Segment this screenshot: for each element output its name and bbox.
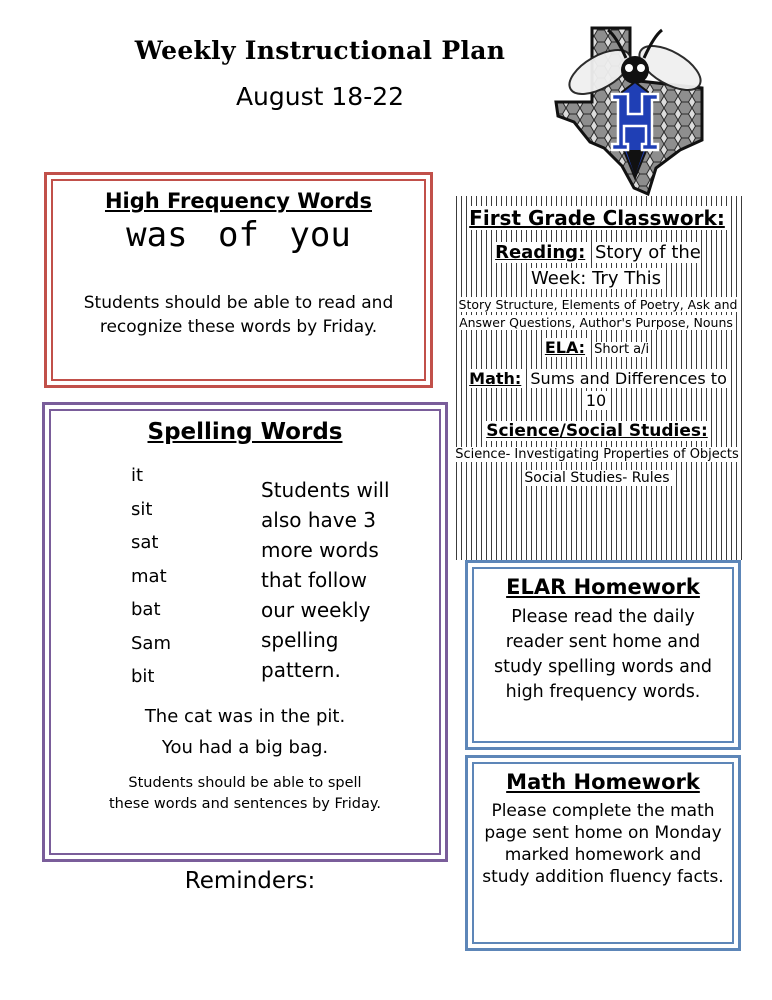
- spelling-word: sat: [131, 532, 159, 553]
- spelling-word: mat: [131, 565, 167, 587]
- reading-label: Reading:: [495, 242, 586, 263]
- extra-line: our weekly: [261, 598, 371, 622]
- page-date: August 18-22: [235, 82, 405, 111]
- sentence: The cat was in the pit.: [144, 706, 346, 727]
- elar-homework-box: [465, 560, 741, 750]
- spelling-heading: Spelling Words: [147, 419, 343, 445]
- extra-line: pattern.: [261, 658, 341, 682]
- science-heading: Science/Social Studies:: [486, 421, 708, 441]
- spelling-word: bat: [131, 599, 161, 620]
- elar-homework-text: Please read the daily reader sent home and study spelling words and high frequency words.: [493, 607, 713, 702]
- high-frequency-words: was of you: [126, 215, 351, 255]
- high-frequency-note: [53, 291, 424, 339]
- spelling-box: [42, 402, 448, 862]
- reading-topics: Story Structure, Elements of Poetry, Ask and Answer Questions, Author's Purpose, Nouns: [458, 297, 738, 330]
- spelling-word: it: [131, 465, 144, 486]
- math-label: Math:: [469, 369, 522, 388]
- spelling-extra-note: [261, 475, 431, 685]
- note-line: recognize these words by Friday.: [99, 317, 378, 337]
- classwork-title: First Grade Classwork:: [469, 206, 725, 230]
- math-text: Sums and Differences to 10: [530, 369, 727, 410]
- high-frequency-box: [44, 172, 433, 388]
- classwork-panel: [452, 196, 742, 560]
- math-homework-text: Please complete the math page sent home on Monday marked homework and study addition fluency facts.: [482, 801, 724, 887]
- extra-line: Students will: [261, 478, 390, 502]
- reading-text: Story of the Week: Try This: [530, 242, 701, 289]
- sentence: You had a big bag.: [161, 737, 329, 758]
- reminders-label: Reminders:: [184, 868, 316, 894]
- hornet-texas-logo-icon: [552, 18, 712, 196]
- ela-text: Short a/i: [594, 342, 650, 357]
- note-line: Students should be able to read and: [83, 293, 394, 313]
- spelling-word: Sam: [131, 632, 171, 654]
- spelling-word: sit: [131, 498, 153, 520]
- spelling-note: [51, 773, 439, 815]
- science-text: Science- Investigating Properties of Objects: [455, 447, 739, 462]
- elar-homework-heading: ELAR Homework: [506, 575, 700, 599]
- note-line: Students should be able to spell: [128, 775, 362, 791]
- math-homework-heading: Math Homework: [506, 770, 700, 794]
- math-homework-box: [465, 755, 741, 951]
- high-frequency-heading: High Frequency Words: [104, 189, 373, 213]
- extra-line: more words: [261, 538, 379, 562]
- spelling-sentences: [51, 701, 439, 763]
- spelling-word: bit: [131, 666, 155, 687]
- page-title: Weekly Instructional Plan: [134, 36, 506, 65]
- ela-label: ELA:: [544, 338, 586, 357]
- social-studies-text: Social Studies- Rules: [524, 470, 670, 486]
- extra-line: also have 3: [261, 508, 376, 532]
- note-line: these words and sentences by Friday.: [109, 796, 381, 812]
- spelling-word-list: [131, 459, 171, 694]
- extra-line: spelling: [261, 628, 339, 652]
- extra-line: that follow: [261, 568, 367, 592]
